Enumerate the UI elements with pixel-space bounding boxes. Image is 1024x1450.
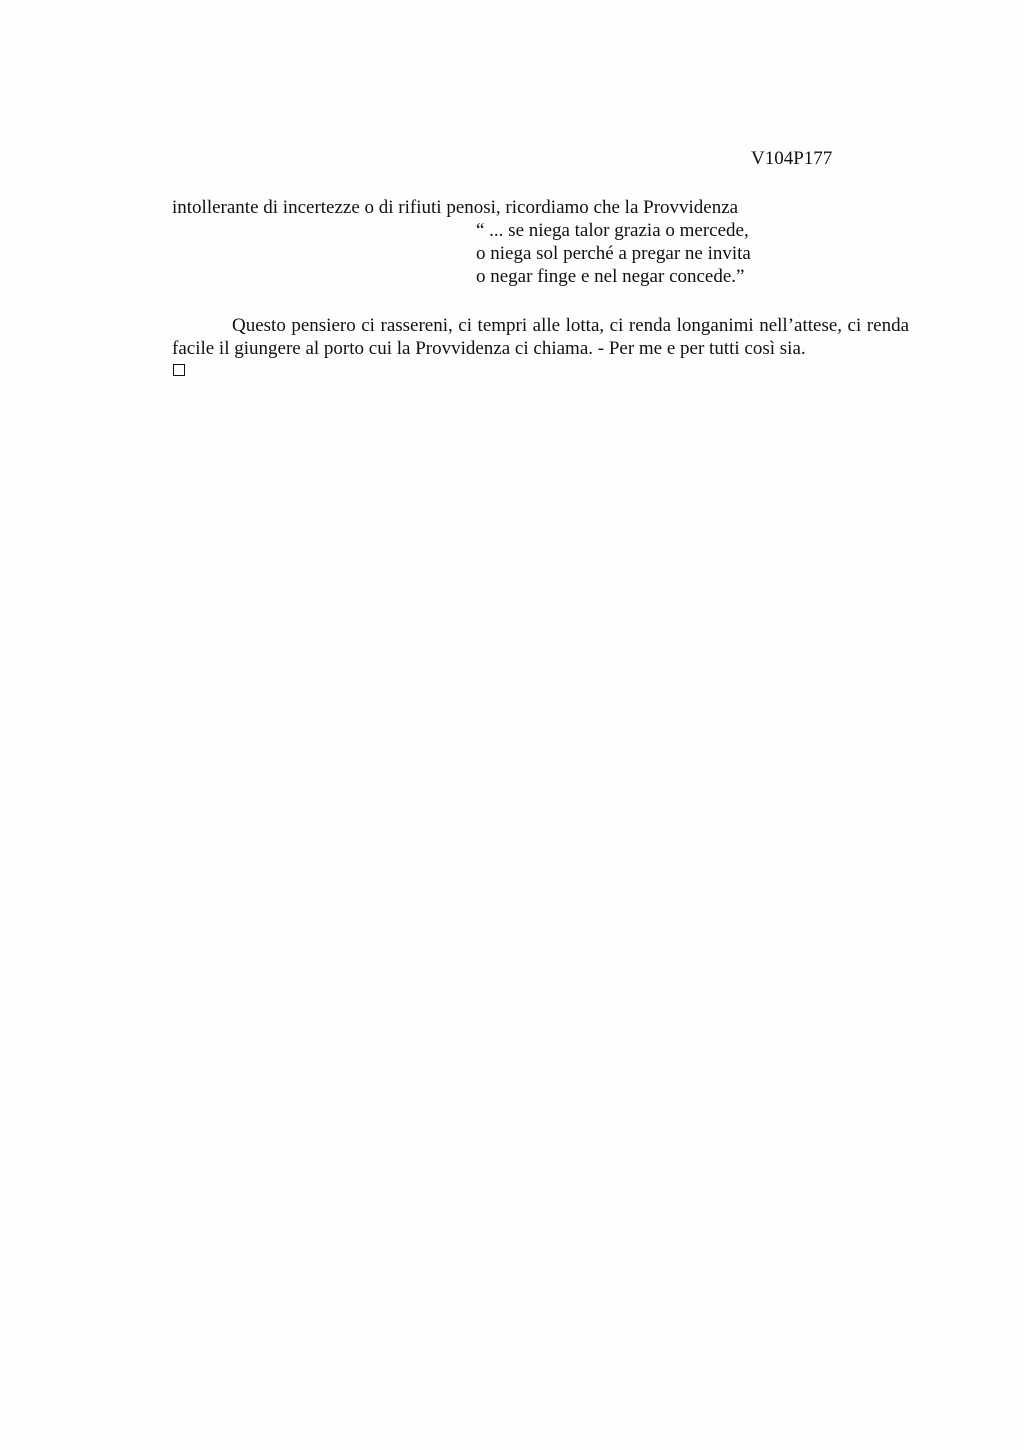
- verse-line-2: o niega sol perché a pregar ne invita: [476, 243, 751, 264]
- text-line: intollerante di incertezze o di rifiuti penosi, ricordiamo che la Provvidenza: [172, 197, 739, 218]
- closing-paragraph: Questo pensiero ci rassereni, ci tempri alle lotta, ci renda longanimi nell’attese, ci renda facile il giungere al porto cui la Provvidenza ci chiama. - Per me e per tutti così sia.: [172, 315, 909, 359]
- verse-line-1: “ ... se niega talor grazia o mercede,: [476, 220, 749, 241]
- verse-line-3: o negar finge e nel negar concede.”: [476, 266, 745, 287]
- page-code: V104P177: [751, 148, 833, 169]
- empty-square-icon: [173, 364, 185, 376]
